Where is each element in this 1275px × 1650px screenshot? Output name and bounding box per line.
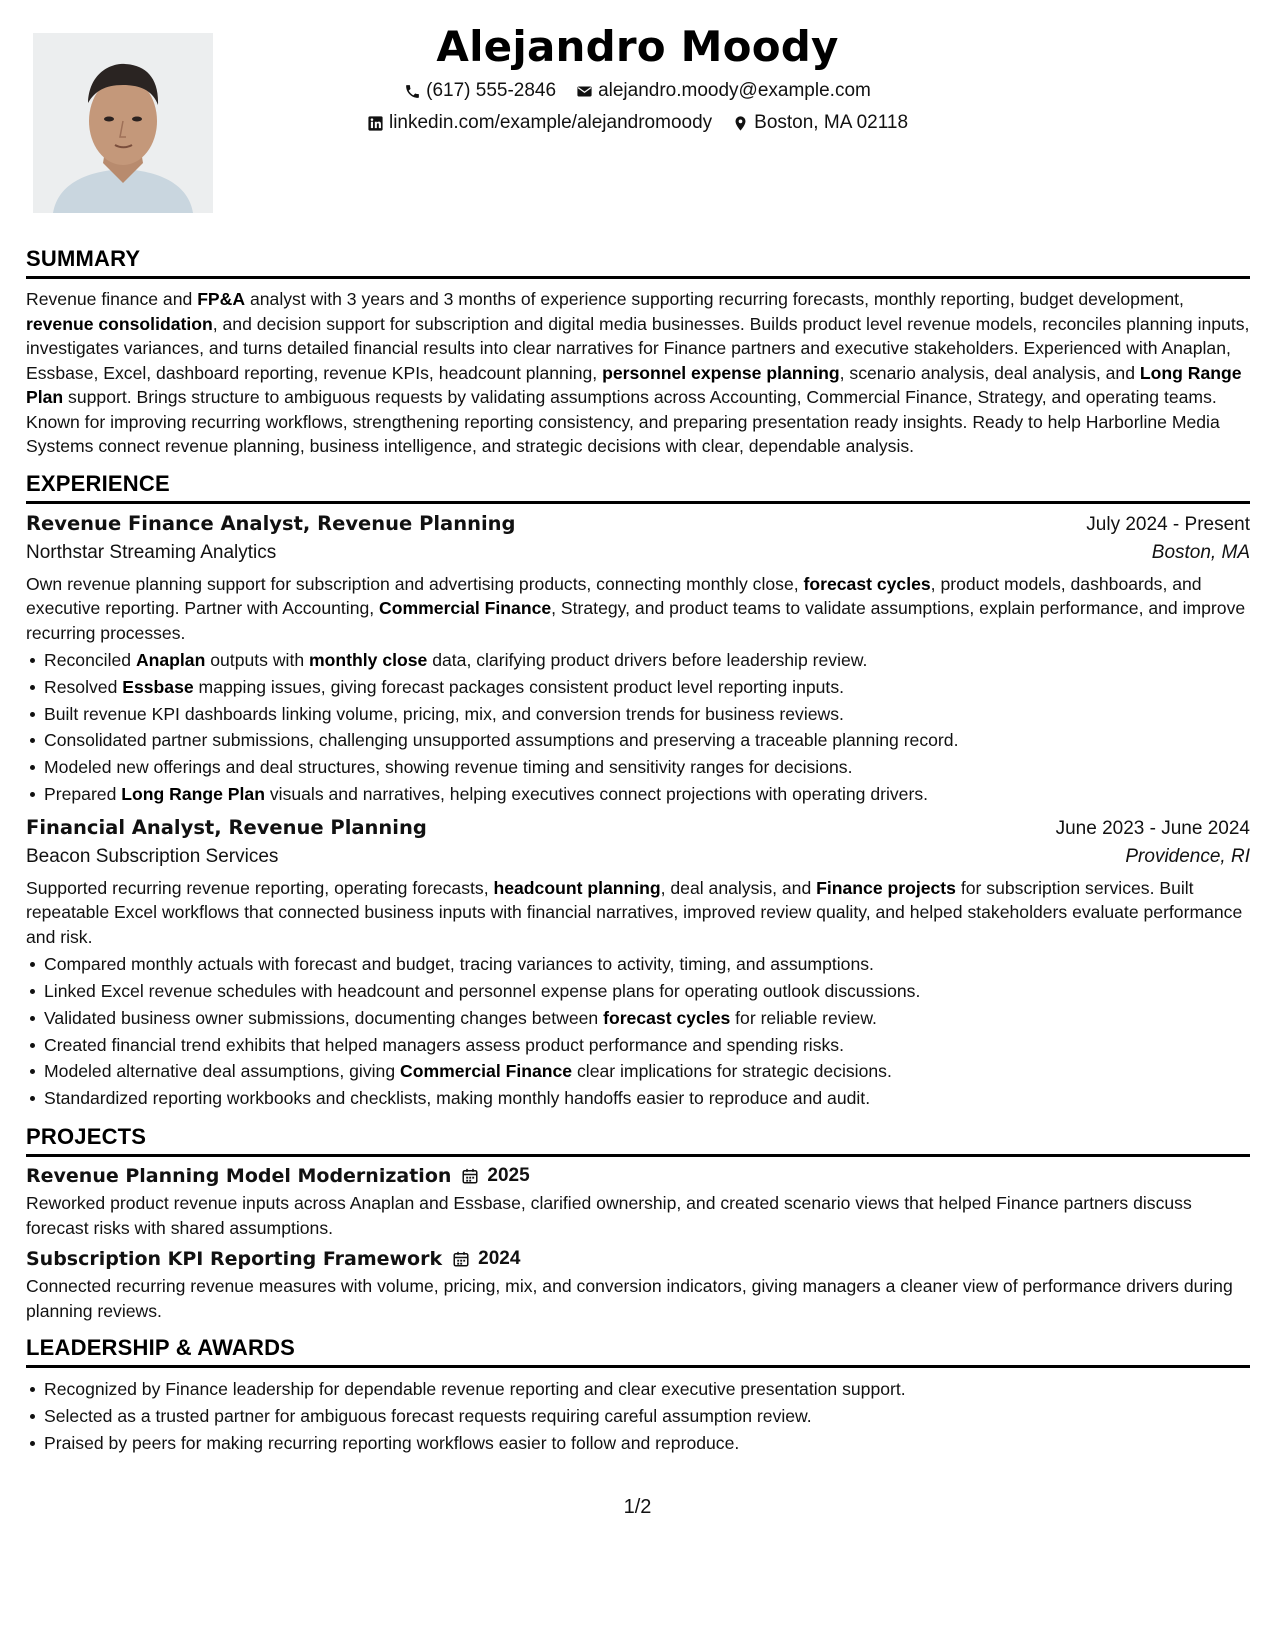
project-title: Subscription KPI Reporting Framework [26, 1248, 443, 1271]
job-dates: July 2024 - Present [1086, 513, 1250, 535]
bullet-item: Selected as a trusted partner for ambiguous forecast requests requiring careful assumption review. [26, 1403, 1250, 1430]
phone-text: (617) 555-2846 [426, 80, 557, 101]
bullet-item: Reconciled Anaplan outputs with monthly close data, clarifying product drivers before leadership review. [26, 647, 1250, 674]
bullet-item: Standardized reporting workbooks and checklists, making monthly handoffs easier to reproduce and audit. [26, 1085, 1250, 1112]
summary-text: Revenue finance and FP&A analyst with 3 years and 3 months of experience supporting recurring forecasts, monthly reporting, budget development, revenue consolidation, and decision support for subscription and digital media businesses. Builds product level revenue models, reconciles planning inputs, investigates variances, and turns detailed financial results into clear narratives for Finance partners and executive stakeholders. Experienced with Anaplan, Essbase, Excel, dashboard reporting, revenue KPIs, headcount planning, personnel expense planning, scenario analysis, deal analysis, and Long Range Plan support. Brings structure to ambiguous requests by validating assumptions across Accounting, Commercial Finance, Strategy, and operating teams. Known for improving recurring workflows, strengthening reporting consistency, and preparing presentation ready insights. Ready to help Harborline Media Systems connect revenue planning, business intelligence, and strategic decisions with clear, dependable analysis. [26, 289, 1250, 456]
section-heading: SUMMARY [26, 246, 1250, 279]
bullet-item: Resolved Essbase mapping issues, giving forecast packages consistent product level reporting inputs. [26, 674, 1250, 701]
map-pin-icon [732, 115, 749, 132]
project-year-text: 2024 [478, 1248, 521, 1270]
project-year [461, 1165, 529, 1187]
leadership-bullets [26, 1376, 1250, 1456]
resume-body [26, 246, 1250, 1468]
envelope-icon [576, 83, 593, 100]
summary-section [26, 246, 1250, 459]
bullet-item: Modeled new offerings and deal structures, showing revenue timing and sensitivity ranges for decisions. [26, 754, 1250, 781]
bullet-item: Compared monthly actuals with forecast and budget, tracing variances to activity, timing, and assumptions. [26, 951, 1250, 978]
job-entry [26, 816, 1250, 1112]
leadership-section [26, 1335, 1250, 1456]
job-bullets [26, 647, 1250, 808]
section-heading: EXPERIENCE [26, 471, 1250, 504]
project-year [452, 1248, 520, 1270]
job-dates: June 2023 - June 2024 [1055, 817, 1250, 839]
job-title: Revenue Finance Analyst, Revenue Planning [26, 511, 516, 535]
job-title: Financial Analyst, Revenue Planning [26, 815, 427, 839]
job-company: Northstar Streaming Analytics [26, 541, 277, 563]
job-bullets [26, 951, 1250, 1112]
bullet-item: Built revenue KPI dashboards linking volume, pricing, mix, and conversion trends for business reviews. [26, 701, 1250, 728]
job-summary: Supported recurring revenue reporting, operating forecasts, headcount planning, deal analysis, and Finance projects for subscription services. Built repeatable Excel workflows that connected business inputs with financial narratives, improved review quality, and helped stakeholders evaluate performance and risk. [26, 877, 1243, 947]
job-location: Boston, MA [1151, 541, 1250, 563]
candidate-name: Alejandro Moody [436, 22, 839, 71]
page-number: 1/2 [623, 1496, 652, 1518]
section-heading: LEADERSHIP & AWARDS [26, 1335, 1250, 1368]
section-heading: PROJECTS [26, 1124, 1250, 1157]
bullet-item: Created financial trend exhibits that helped managers assess product performance and spending risks. [26, 1032, 1250, 1059]
bullet-item: Praised by peers for making recurring reporting workflows easier to follow and reproduce. [26, 1430, 1250, 1457]
job-summary: Own revenue planning support for subscription and advertising products, connecting monthly close, forecast cycles, product models, dashboards, and executive reporting. Partner with Accounting, Commercial Finance, Strategy, and product teams to validate assumptions, explain performance, and improve recurring processes. [26, 573, 1246, 643]
project-description: Reworked product revenue inputs across Anaplan and Essbase, clarified ownership, and created scenario views that helped Finance partners discuss forecast risks with shared assumptions. [26, 1193, 1192, 1238]
contact-email[interactable] [576, 80, 871, 102]
calendar-icon [461, 1167, 479, 1185]
job-entry [26, 512, 1250, 808]
projects-section [26, 1124, 1250, 1323]
contact-phone[interactable] [404, 80, 556, 102]
job-location: Providence, RI [1125, 845, 1250, 867]
project-title: Revenue Planning Model Modernization [26, 1165, 452, 1188]
linkedin-icon [367, 115, 384, 132]
email-text: alejandro.moody@example.com [598, 80, 871, 101]
project-year-text: 2025 [487, 1165, 530, 1187]
contact-location [732, 112, 908, 134]
experience-section [26, 471, 1250, 1113]
contact-line-primary [0, 80, 1275, 102]
project-description: Connected recurring revenue measures with volume, pricing, mix, and conversion indicators, giving managers a cleaner view of performance drivers during planning reviews. [26, 1276, 1233, 1321]
bullet-item: Prepared Long Range Plan visuals and narratives, helping executives connect projections with operating drivers. [26, 781, 1250, 808]
location-text: Boston, MA 02118 [754, 112, 909, 133]
project-entry [26, 1248, 1250, 1323]
contact-linkedin[interactable] [367, 112, 712, 134]
bullet-item: Linked Excel revenue schedules with headcount and personnel expense plans for operating outlook discussions. [26, 978, 1250, 1005]
calendar-icon [452, 1250, 470, 1268]
project-entry [26, 1165, 1250, 1240]
job-company: Beacon Subscription Services [26, 845, 279, 867]
linkedin-text: linkedin.com/example/alejandromoody [388, 112, 713, 133]
bullet-item: Modeled alternative deal assumptions, giving Commercial Finance clear implications for strategic decisions. [26, 1058, 1250, 1085]
bullet-item: Validated business owner submissions, documenting changes between forecast cycles for reliable review. [26, 1005, 1250, 1032]
bullet-item: Consolidated partner submissions, challenging unsupported assumptions and preserving a traceable planning record. [26, 727, 1250, 754]
bullet-item: Recognized by Finance leadership for dependable revenue reporting and clear executive presentation support. [26, 1376, 1250, 1403]
contact-line-secondary [0, 112, 1275, 134]
phone-icon [404, 83, 421, 100]
